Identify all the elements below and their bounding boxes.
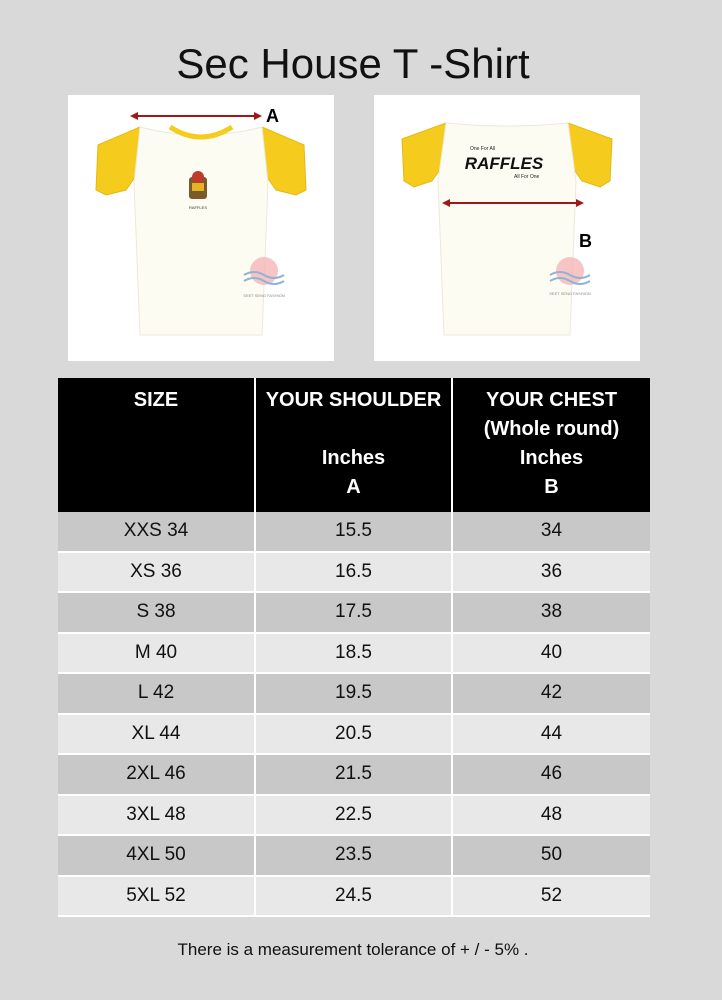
front-tshirt-image: [68, 95, 334, 361]
header-spacer: [260, 415, 447, 444]
header-size: [58, 378, 255, 512]
header-shoulder-letter: A: [346, 476, 361, 498]
shoulder-cell: 19.5: [255, 673, 452, 714]
back-tshirt-image: [374, 95, 640, 361]
shoulder-cell: 18.5: [255, 633, 452, 674]
shoulder-cell: 20.5: [255, 714, 452, 755]
size-cell: 3XL 48: [58, 795, 255, 836]
table-row: [58, 673, 650, 714]
header-shoulder-unit: Inches: [321, 447, 386, 469]
shoulder-cell: 22.5: [255, 795, 452, 836]
header-size-label: SIZE: [133, 389, 179, 411]
header-chest-unit: Inches: [519, 447, 584, 469]
table-row: [58, 633, 650, 674]
tagline-bottom: All For One: [514, 174, 540, 180]
chest-cell: 44: [452, 714, 650, 755]
back-tshirt-illustration: [374, 95, 640, 361]
size-cell: XXS 34: [58, 512, 255, 552]
shoulder-cell: 21.5: [255, 754, 452, 795]
size-chart-table: [58, 378, 650, 917]
table-row: [58, 714, 650, 755]
shoulder-cell: 16.5: [255, 552, 452, 593]
table-row: [58, 592, 650, 633]
back-brand-text: RAFFLES: [464, 154, 544, 173]
front-tshirt-illustration: [68, 95, 334, 361]
size-cell: 2XL 46: [58, 754, 255, 795]
size-cell: 5XL 52: [58, 876, 255, 917]
shoulder-cell: 15.5: [255, 512, 452, 552]
chest-cell: 42: [452, 673, 650, 714]
chest-cell: 52: [452, 876, 650, 917]
table-row: [58, 754, 650, 795]
size-cell: XL 44: [58, 714, 255, 755]
crest-text: RAFFLES: [188, 205, 208, 210]
table-row: [58, 512, 650, 552]
chest-cell: 46: [452, 754, 650, 795]
watermark-text: SEET SENG FASHION: [243, 293, 285, 298]
chest-cell: 50: [452, 835, 650, 876]
table-row: [58, 552, 650, 593]
tagline-top: One For All: [470, 146, 496, 152]
header-chest: [452, 378, 650, 512]
tolerance-note: There is a measurement tolerance of + / - 5% .: [177, 940, 529, 959]
shoulder-cell: 17.5: [255, 592, 452, 633]
table-row: [58, 835, 650, 876]
chest-cell: 48: [452, 795, 650, 836]
size-cell: XS 36: [58, 552, 255, 593]
chest-cell: 36: [452, 552, 650, 593]
header-chest-sub: (Whole round): [483, 418, 620, 440]
watermark-text: SEET SENG FASHION: [549, 291, 591, 296]
chest-cell: 38: [452, 592, 650, 633]
size-cell: 4XL 50: [58, 835, 255, 876]
size-cell: M 40: [58, 633, 255, 674]
size-cell: L 42: [58, 673, 255, 714]
table-row: [58, 876, 650, 917]
header-chest-letter: B: [544, 476, 559, 498]
size-cell: S 38: [58, 592, 255, 633]
measure-label-a: A: [266, 106, 279, 126]
header-shoulder: [255, 378, 452, 512]
page-title: Sec House T -Shirt: [176, 40, 530, 87]
chest-cell: 40: [452, 633, 650, 674]
table-header-row: [58, 378, 650, 512]
shoulder-cell: 23.5: [255, 835, 452, 876]
shoulder-cell: 24.5: [255, 876, 452, 917]
chest-cell: 34: [452, 512, 650, 552]
header-shoulder-label: YOUR SHOULDER: [265, 389, 442, 411]
measure-label-b: B: [579, 231, 592, 251]
table-row: [58, 795, 650, 836]
header-chest-label: YOUR CHEST: [485, 389, 618, 411]
